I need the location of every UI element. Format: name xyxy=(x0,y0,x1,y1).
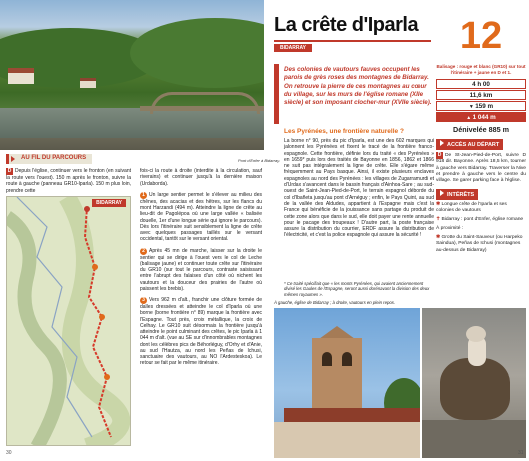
footnote: * Ce traité spécifiait que « les monts Pyrénées, qui avaient anciennement divisé les Gaules de l'Espagne, seront aussi dorénavant la division des deux mêmes royaumes ». xyxy=(284,281,430,297)
section-title: AU FIL DU PARCOURS xyxy=(6,154,92,164)
step-3-text: Vers 962 m d'alt., franchir une clôture formée de dalles dressées et atteindre le col d'Iparla où une borne (borne frontière n° 89) marque la frontière avec l'Espagne. Tout près, croix métallique, la croix de Celhay. Le GR10 suit désormais la frontière jusqu'à atteindre le point culminant des crêtes, le pic Iparla à 1 044 m d'alt. (vue au SE sur d'innombrables montagnes dont les célèbres pics de Béhorléguy, d'Orhy et d'Anie, au sud l'Hautza, au nord les Peñas de Ichusi, sanctuaire des vautours, au NO l'Ardesteskoa). Le retour se fait par le même itinéraire. xyxy=(140,297,262,367)
stat-alt-min: ▼ 159 m xyxy=(436,101,526,111)
access-heading: ACCÈS AU DÉPART xyxy=(436,139,503,150)
subheading: Les Pyrénées, une frontière naturelle ? xyxy=(284,128,404,135)
place-badge: BIDARRAY xyxy=(274,44,312,52)
step-marker-1: 1 xyxy=(140,192,147,199)
info-sidebar xyxy=(436,64,526,257)
bullet-icon: ✱ xyxy=(436,201,442,207)
interest-item-1: ✱ Longue crête de l'Iparla et ses colonies de vautours xyxy=(436,201,507,213)
map-drawing xyxy=(7,197,131,446)
triangle-icon xyxy=(440,190,444,196)
interest-heading: INTÉRÊTS xyxy=(436,189,478,200)
church-photo xyxy=(274,308,420,458)
stat-duration: 4 h 00 xyxy=(436,79,526,89)
photo-caption: À gauche, église de Bidarray ; à droite, vautours en plein repos. xyxy=(274,300,396,305)
step-1-text: Un large sentier permet le s'élever au milieu des chênes, des acacias et des hêtres, sur les flancs du mont Harzandi (494 m). Atteindre la ligne de crête au lieu-dit de Pagolépoa où une large vallée « balisée douelle, 1er d'une longue série qui ignore le parcours). Dès lors l'itinéraire suit sensiblement la ligne de crête avec quelques passages taillés sur le versant occidental, tantôt sur le versant oriental. xyxy=(140,191,262,243)
vulture-photo xyxy=(422,308,526,458)
step-d-text: Depuis l'église, continuer vers le fronton (en suivant la route vers l'ouest). 150 m après le fronton, suivre la route à gauche (panneau GR10-Iparla). 150 m plus loin, prendre cette xyxy=(6,168,131,194)
arrow-up-icon: ▲ xyxy=(466,115,473,122)
steps-column xyxy=(140,168,262,372)
step-d-column xyxy=(6,168,131,199)
col2-intro: fois-ci la route à droite (interdite à la circulation, sauf riverains) et continuer jusqu'à la dernière maison (Urdaborda). xyxy=(140,168,262,187)
triangle-icon xyxy=(440,140,444,146)
access-text: D De St-Jean-Pied-de-Port, suivre D 918 dir. Bayonne. Après 18,5 km, tourner à gauche vers Bidarray. Traverser la Nive et prendre à gauche vers le centre du village. Se garer parking face à l'église. xyxy=(436,152,526,183)
route-number: 12 xyxy=(459,15,503,57)
step-2-text: Après 45 mn de marche, laisser sur la droite le sentier qui se dirige à l'ouest vers le col de Leche (balisage jaune) et continuer toute crête sur l'itinéraire du GR10 (sur tout le parcours, contraste saisissant entre l'abrupt des falaises d'un côté où nichent les vautours et la douceur des prairies de l'autre où paissent les brebis). xyxy=(140,247,262,292)
photo-credit: Pont d'Enfer à Bidarray. xyxy=(238,158,281,163)
interest-item-2: ✝ Bidarray : pont d'Enfer, église romane xyxy=(436,217,524,223)
balisage-text: Balisage : rouge et blanc (GR10) sur tout l'itinéraire + jaune en D et 1. xyxy=(436,64,526,75)
arrow-down-icon: ▼ xyxy=(468,104,476,111)
stat-alt-max: ▲ 1 044 m xyxy=(436,112,526,122)
step-marker-d: D xyxy=(7,168,12,174)
church-icon: ✝ xyxy=(436,217,442,223)
cave-icon: ✱ xyxy=(436,235,442,241)
near-label: À proximité : xyxy=(436,226,464,232)
stat-denivele: Dénivelée 885 m xyxy=(453,125,509,135)
landscape-photo xyxy=(0,0,264,150)
body-text: La borne n° 90, près du pic d'Iparla, est une des 602 marques qui jalonnent les Pyrénées et fixent le tracé de la frontière franco-espagnole. Cette frontière, définie lors du traité « des Pyrénées » en 1659* puis lors des traités de Bayonne en 1856, 1862 et 1866 ne suit pas intégralement la ligne de crête. Elle s'égare même fréquemment au Pays basque. Ainsi, il existe plusieurs enclaves espagnoles au nord des Pyrénées : les villages de Zugarramurdi et d'Urdax s'avancent dans le bassin français d'Ainhoa-Sare ; au sud-ouest de Saint-Jean-Pied-de-Port, le terrain espagnol déborde du col d'Ibañeta jusqu'au pont d'Arnéguy ; enfin, le Pays Quint, au sud de la vallée des Aldudes, appartient à l'Espagne mais c'est la France qui bénéficie de la jouissance sans partage du produit de cette zone alors que dans le sud, elle doit payer une rente annuelle pour le pacage des troupeaux ! D'autre part, la poste française assure la distribution du courrier, ERDF assure la distribution de l'électricité, et c'est la police espagnole qui assure la sécurité ! xyxy=(284,138,434,239)
intro-bar xyxy=(274,64,279,124)
stat-distance: 11,6 km xyxy=(436,90,526,100)
page-number-right: 31 xyxy=(518,450,524,456)
step-marker-3: 3 xyxy=(140,297,147,304)
page-number-left: 30 xyxy=(6,450,12,456)
page-title: La crête d'Iparla xyxy=(274,14,419,36)
intro-text: Des colonies de vautours fauves occupent les parois de grès roses des montagnes de Bidarray. On retrouve la pierre de ces montagnes au cœur du village, sur les murs de l'église romane (XIIe siècle) et son imposant clocher-mur (XVIIe siècle). xyxy=(284,66,432,107)
interest-item-3: ✱ Grotte du Saint-Sauveur (ou Harpeko Saindua), Peñas de Ichusi (montagnes au-dessus de Bidarray) xyxy=(436,235,523,253)
step-marker-2: 2 xyxy=(140,248,147,255)
title-rule xyxy=(274,40,431,42)
route-map xyxy=(6,196,131,446)
triangle-icon xyxy=(11,156,15,162)
access-marker: D xyxy=(437,152,442,159)
map-label: BIDARRAY xyxy=(92,199,126,207)
